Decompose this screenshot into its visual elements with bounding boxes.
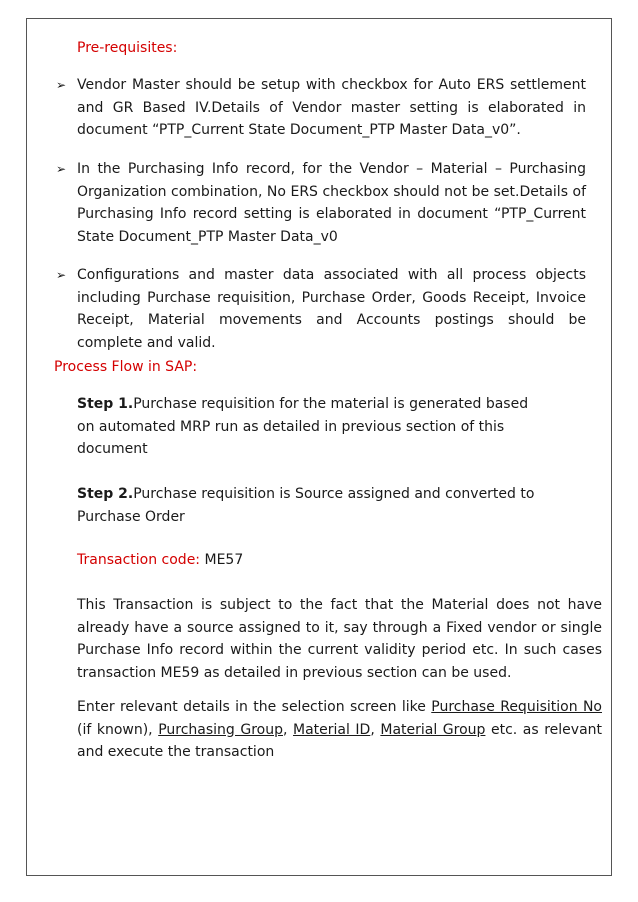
transaction-code-label: Transaction code: [77,552,201,568]
transaction-code-line [77,549,243,572]
paragraph-lead: Enter relevant details in the selection screen like [77,699,426,715]
paragraph-selection-screen [77,696,602,764]
bullet-configurations: Configurations and master data associated with all process objects including Purchase requisition, Purchase Order, Goods Receipt, Invoice Receipt, Material movements and Accounts postings should be complete and valid. [77,267,586,351]
arrow-bullet-icon: ➢ [56,78,67,92]
paragraph-transaction-note: This Transaction is subject to the fact that the Material does not have already have a source assigned to it, say through a Fixed vendor or single Purchase Info record within the current validity period etc. In such cases transaction ME59 as detailed in previous section can be used. [77,597,602,681]
step-2-text: Purchase requisition is Source assigned and converted to Purchase Order [77,486,535,525]
step-1-text: Purchase requisition for the material is generated based on automated MRP run as detailed in previous section of this document [77,396,529,457]
separator-1: , [282,721,288,738]
bullet-vendor-master: Vendor Master should be setup with checkbox for Auto ERS settlement and GR Based IV.Details of Vendor master setting is elaborated in document “PTP_Current State Document_PTP Master Data_v0”. [77,77,586,138]
step-2-label: Step 2. [77,486,134,502]
bullet-info-record: In the Purchasing Info record, for the Vendor – Material – Purchasing Organization combination, No ERS checkbox should not be set.Details of Purchasing Info record setting is elaborated in document “PTP_Current State Document_PTP Master Data_v0 [77,161,586,245]
link-material-group[interactable]: Material Group [380,721,486,738]
link-purchasing-group[interactable]: Purchasing Group [158,721,283,738]
process-flow-heading: Process Flow in SAP: [54,359,198,375]
arrow-bullet-icon: ➢ [56,162,67,176]
paragraph-tail: etc. as relevant and execute the transaction [77,721,603,760]
transaction-code-value: ME57 [204,552,244,568]
link-material-id[interactable]: Material ID [293,721,371,738]
arrow-bullet-icon: ➢ [56,268,67,282]
separator-2: , [370,721,375,738]
step-1 [77,393,537,461]
step-1-label: Step 1. [77,396,134,412]
prerequisites-heading: Pre-requisites: [77,40,178,56]
link-purchase-requisition-no[interactable]: Purchase Requisition No [431,699,602,715]
paragraph-mid: (if known), [77,721,153,738]
step-2 [77,483,587,528]
